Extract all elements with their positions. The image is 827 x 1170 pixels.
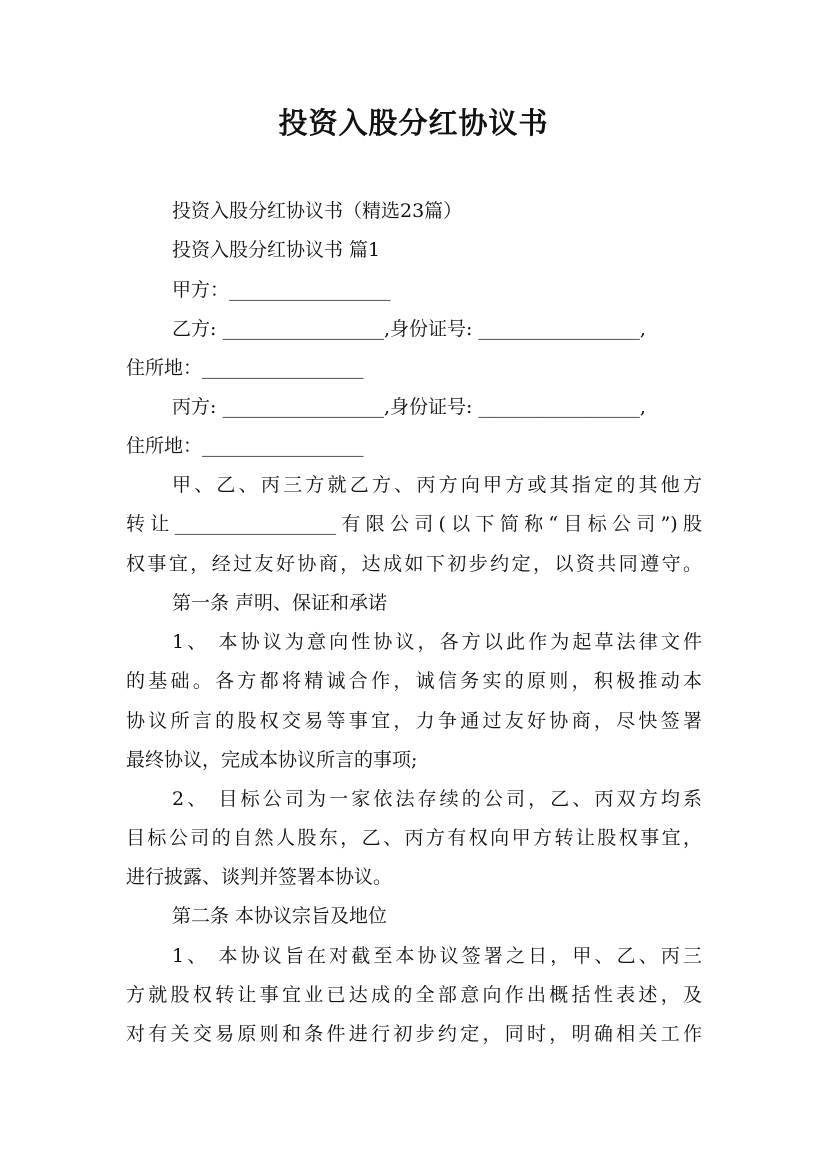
- party-c-address-line: 住所地：_________________: [126, 435, 364, 457]
- body-line: 目标公司的自然人股东，乙、丙方有权向甲方转让股权事宜，: [126, 827, 702, 849]
- party-b-address-line: 住所地：_________________: [126, 357, 364, 379]
- body-line: 转让_________________有限公司(以下简称“目标公司”)股: [126, 513, 702, 535]
- body-line: 方就股权转让事宜业已达成的全部意向作出概括性表述，及: [126, 984, 702, 1006]
- article-heading: 第二条 本协议宗旨及地位: [172, 905, 388, 927]
- body-line: 甲、乙、丙三方就乙方、丙方向甲方或其指定的其他方: [172, 474, 702, 496]
- body-line: 2、 目标公司为一家依法存续的公司，乙、丙双方均系: [172, 788, 702, 810]
- body-line: 1、 本协议旨在对截至本协议签署之日，甲、乙、丙三: [172, 945, 702, 967]
- party-c-line: 丙方: _________________,身份证号: _________________,: [172, 396, 646, 418]
- document-title: 投资入股分红协议书: [278, 106, 549, 140]
- body-line: 的基础。各方都将精诚合作，诚信务实的原则，积极推动本: [126, 670, 702, 692]
- party-b-line: 乙方: _________________,身份证号: _________________,: [172, 318, 646, 340]
- section-heading-line: 投资入股分红协议书 篇1: [172, 239, 381, 261]
- body-line: 1、 本协议为意向性协议，各方以此作为起草法律文件: [172, 631, 702, 653]
- body-line: 协议所言的股权交易等事宜，力争通过友好协商，尽快签署: [126, 710, 702, 732]
- body-line: 进行披露、谈判并签署本协议。: [126, 866, 393, 888]
- body-line: 最终协议，完成本协议所言的事项;: [126, 749, 418, 771]
- body-line: 权事宜，经过友好协商，达成如下初步约定，以资共同遵守。: [126, 553, 702, 575]
- party-a-line: 甲方：_________________: [172, 279, 391, 301]
- article-heading: 第一条 声明、保证和承诺: [172, 592, 388, 614]
- subtitle-line: 投资入股分红协议书（精选23篇）: [172, 200, 463, 222]
- body-line: 对有关交易原则和条件进行初步约定，同时，明确相关工作: [126, 1023, 702, 1045]
